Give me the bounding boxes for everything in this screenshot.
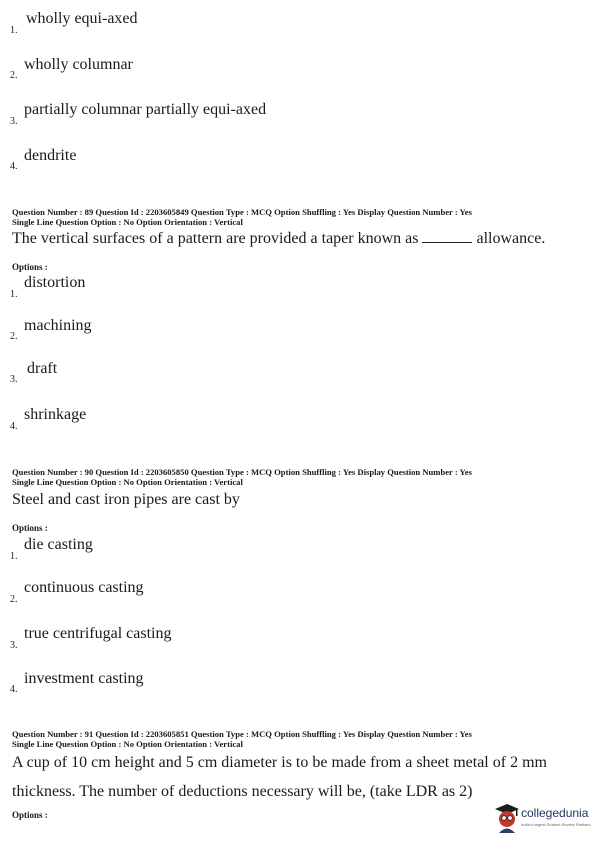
answer-blank bbox=[422, 230, 472, 243]
option-text: die casting bbox=[24, 536, 93, 553]
question-meta bbox=[12, 468, 472, 487]
option-text: machining bbox=[24, 317, 92, 334]
option-text: continuous casting bbox=[24, 579, 144, 596]
option-number: 1. bbox=[10, 551, 18, 562]
options-label: Options : bbox=[12, 262, 48, 272]
option-number: 4. bbox=[10, 161, 18, 172]
option-number: 1. bbox=[10, 289, 18, 300]
question-meta-line: Question Number : 91 Question Id : 2203605851 Question Type : MCQ Option Shuffling : Yes Display Question Number : Yes bbox=[12, 729, 472, 739]
graduate-mascot-icon bbox=[494, 802, 520, 834]
option-text: draft bbox=[27, 360, 58, 377]
option-number: 4. bbox=[10, 421, 18, 432]
question-meta bbox=[12, 208, 472, 227]
option-text: investment casting bbox=[24, 670, 144, 687]
question-text: Steel and cast iron pipes are cast by bbox=[12, 491, 240, 508]
question-meta-line: Single Line Question Option : No Option Orientation : Vertical bbox=[12, 738, 243, 749]
option-number: 2. bbox=[10, 331, 18, 342]
option-number: 3. bbox=[10, 374, 18, 385]
question-text-line: A cup of 10 cm height and 5 cm diameter is to be made from a sheet metal of 2 mm bbox=[12, 754, 547, 771]
options-label: Options : bbox=[12, 810, 48, 820]
option-text: dendrite bbox=[24, 147, 77, 164]
collegedunia-logo bbox=[494, 802, 592, 836]
question-meta-line: Single Line Question Option : No Option Orientation : Vertical bbox=[12, 216, 243, 227]
question-text-part: The vertical surfaces of a pattern are provided a taper known as bbox=[12, 230, 419, 247]
option-text: wholly columnar bbox=[24, 56, 133, 73]
question-meta-line: Question Number : 90 Question Id : 2203605850 Question Type : MCQ Option Shuffling : Yes Display Question Number : Yes bbox=[12, 467, 472, 477]
option-number: 4. bbox=[10, 684, 18, 695]
option-number: 2. bbox=[10, 70, 18, 81]
option-text: shrinkage bbox=[24, 406, 87, 423]
question-meta-line: Single Line Question Option : No Option Orientation : Vertical bbox=[12, 476, 243, 487]
question-text-part: allowance. bbox=[476, 230, 546, 247]
logo-wordmark: collegedunia bbox=[521, 806, 589, 820]
option-number: 2. bbox=[10, 594, 18, 605]
option-number: 3. bbox=[10, 116, 18, 127]
option-number: 3. bbox=[10, 640, 18, 651]
option-text: partially columnar partially equi-axed bbox=[24, 101, 267, 118]
question-meta-line: Question Number : 89 Question Id : 2203605849 Question Type : MCQ Option Shuffling : Yes Display Question Number : Yes bbox=[12, 207, 472, 217]
option-text: distortion bbox=[24, 274, 86, 291]
option-text: true centrifugal casting bbox=[24, 625, 172, 642]
options-label: Options : bbox=[12, 523, 48, 533]
logo-tagline: India's largest Student Review Platform bbox=[521, 822, 591, 827]
question-text-line: thickness. The number of deductions necessary will be, (take LDR as 2) bbox=[12, 783, 473, 800]
question-meta bbox=[12, 730, 472, 749]
question-text bbox=[12, 230, 545, 248]
option-text: wholly equi-axed bbox=[26, 10, 138, 27]
option-number: 1. bbox=[10, 25, 18, 36]
